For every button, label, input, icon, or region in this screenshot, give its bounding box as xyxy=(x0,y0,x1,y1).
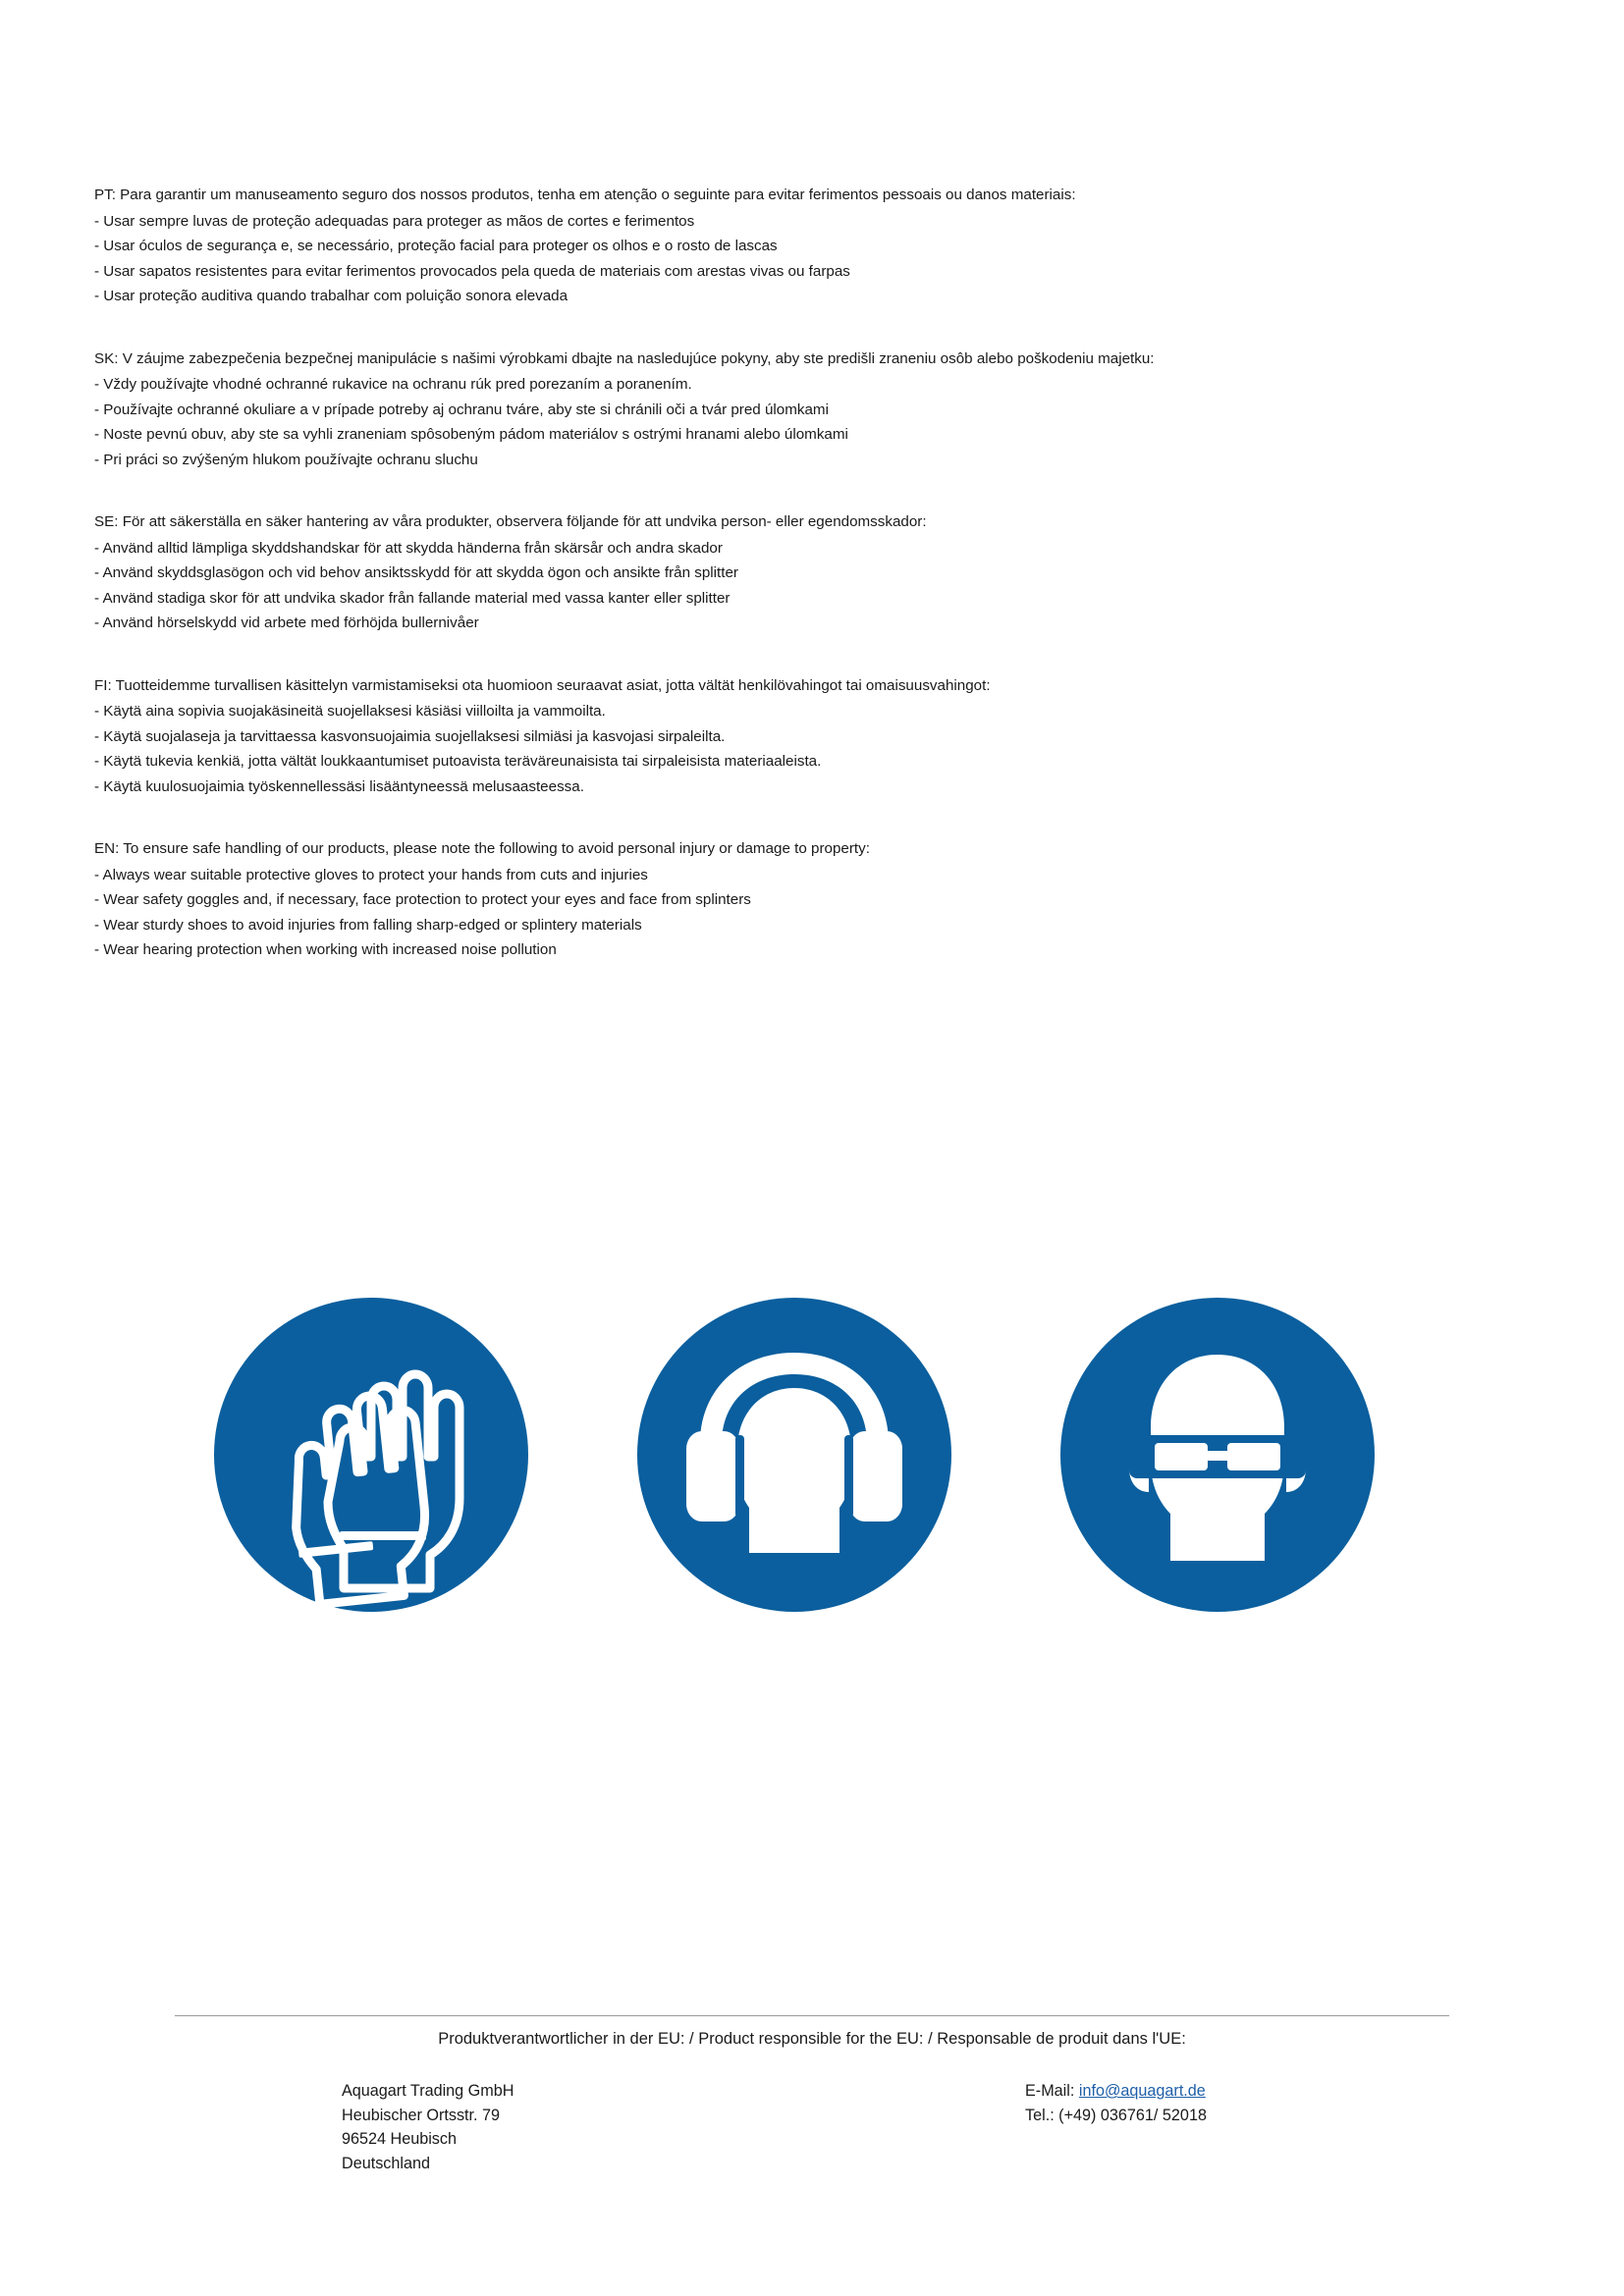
language-block-sk xyxy=(94,347,1489,473)
email-label: E-Mail: xyxy=(1025,2082,1079,2100)
language-block-fi xyxy=(94,673,1489,800)
text-line: PT: Para garantir um manuseamento seguro dos nossos produtos, tenha em atenção o seguinte para evitar ferimentos pessoais ou danos materiais: xyxy=(94,187,1076,203)
text-line: - Käytä suojalaseja ja tarvittaessa kasvonsuojaimia suojellaksesi silmiäsi ja kasvojasi sirpaleilta. xyxy=(94,727,726,745)
wear-protective-gloves-icon xyxy=(214,1298,528,1612)
text-line: - Wear safety goggles and, if necessary, face protection to protect your eyes and face from splinters xyxy=(94,891,751,908)
language-block-se xyxy=(94,509,1489,636)
footer-title: Produktverantwortlicher in der EU: / Product responsible for the EU: / Responsable de produit dans l'UE: xyxy=(438,2030,1186,2048)
text-line: - Noste pevnú obuv, aby ste sa vyhli zraneniam spôsobeným pádom materiálov s ostrými hranami alebo úlomkami xyxy=(94,426,848,443)
text-line: - Vždy používajte vhodné ochranné rukavice na ochranu rúk pred porezaním a poranením. xyxy=(94,376,692,393)
text-line: - Usar sapatos resistentes para evitar ferimentos provocados pela queda de materiais com arestas vivas ou farpas xyxy=(94,262,850,280)
text-line: FI: Tuotteidemme turvallisen käsittelyn varmistamiseksi ota huomioon seuraavat asiat, jotta vältät henkilövahingot tai omaisuusvahingot: xyxy=(94,676,991,694)
text-line: EN: To ensure safe handling of our products, please note the following to avoid personal injury or damage to property: xyxy=(94,840,870,857)
text-line: - Pri práci so zvýšeným hlukom používajte ochranu sluchu xyxy=(94,451,478,468)
wear-ear-protection-icon xyxy=(637,1298,951,1612)
safety-instructions-section xyxy=(94,183,1489,1000)
text-line: SK: V záujme zabezpečenia bezpečnej manipulácie s našimi výrobkami dbajte na nasledujúce pokyny, aby ste predišli zraneniu osôb alebo poškodeniu majetku: xyxy=(94,349,1155,367)
text-line: - Usar sempre luvas de proteção adequadas para proteger as mãos de cortes e ferimentos xyxy=(94,212,695,230)
company-name: Aquagart Trading GmbH xyxy=(342,2082,514,2100)
text-line: - Använd alltid lämpliga skyddshandskar för att skydda händerna från skärsår och andra skador xyxy=(94,539,723,557)
text-line: - Använd skyddsglasögon och vid behov ansiktsskydd för att skydda ögon och ansikte från splitter xyxy=(94,564,738,581)
country: Deutschland xyxy=(342,2154,430,2172)
manufacturer-address xyxy=(342,2079,813,2175)
text-line: - Wear hearing protection when working with increased noise pollution xyxy=(94,941,557,958)
contact-details xyxy=(1025,2079,1437,2127)
text-line: - Wear sturdy shoes to avoid injuries from falling sharp-edged or splintery materials xyxy=(94,916,642,934)
text-line: - Använd hörselskydd vid arbete med förhöjda bullernivåer xyxy=(94,614,479,631)
street-address: Heubischer Ortsstr. 79 xyxy=(342,2106,501,2124)
language-block-pt xyxy=(94,183,1489,309)
text-line: - Always wear suitable protective gloves to protect your hands from cuts and injuries xyxy=(94,866,648,883)
pictogram-row xyxy=(94,1298,1489,1631)
footer-divider xyxy=(175,2015,1449,2016)
text-line: SE: För att säkerställa en säker hantering av våra produkter, observera följande för att undvika person- eller egendomsskador: xyxy=(94,513,927,530)
text-line: - Käytä aina sopivia suojakäsineitä suojellaksesi käsiäsi viilloilta ja vammoilta. xyxy=(94,703,606,720)
text-line: - Usar proteção auditiva quando trabalhar com poluição sonora elevada xyxy=(94,288,568,304)
text-line: - Använd stadiga skor för att undvika skador från fallande material med vassa kanter eller splitter xyxy=(94,589,731,607)
email-link[interactable]: info@aquagart.de xyxy=(1078,2082,1206,2100)
phone-row: Tel.: (+49) 036761/ 52018 xyxy=(1025,2106,1207,2124)
text-line: - Käytä kuulosuojaimia työskennellessäsi lisääntyneessä melusaasteessa. xyxy=(94,777,584,795)
city-postal: 96524 Heubisch xyxy=(342,2130,457,2148)
text-line: - Používajte ochranné okuliare a v prípade potreby aj ochranu tváre, aby ste si chránili oči a tvár pred úlomkami xyxy=(94,400,829,418)
text-line: - Käytä tukevia kenkiä, jotta vältät loukkaantumiset putoavista teräväreunaisista tai sirpaleisista materiaaleista. xyxy=(94,753,822,770)
wear-eye-protection-icon xyxy=(1060,1298,1375,1612)
email-row xyxy=(1025,2079,1437,2104)
language-block-en xyxy=(94,836,1489,963)
text-line: - Usar óculos de segurança e, se necessário, proteção facial para proteger os olhos e o rosto de lascas xyxy=(94,238,778,254)
